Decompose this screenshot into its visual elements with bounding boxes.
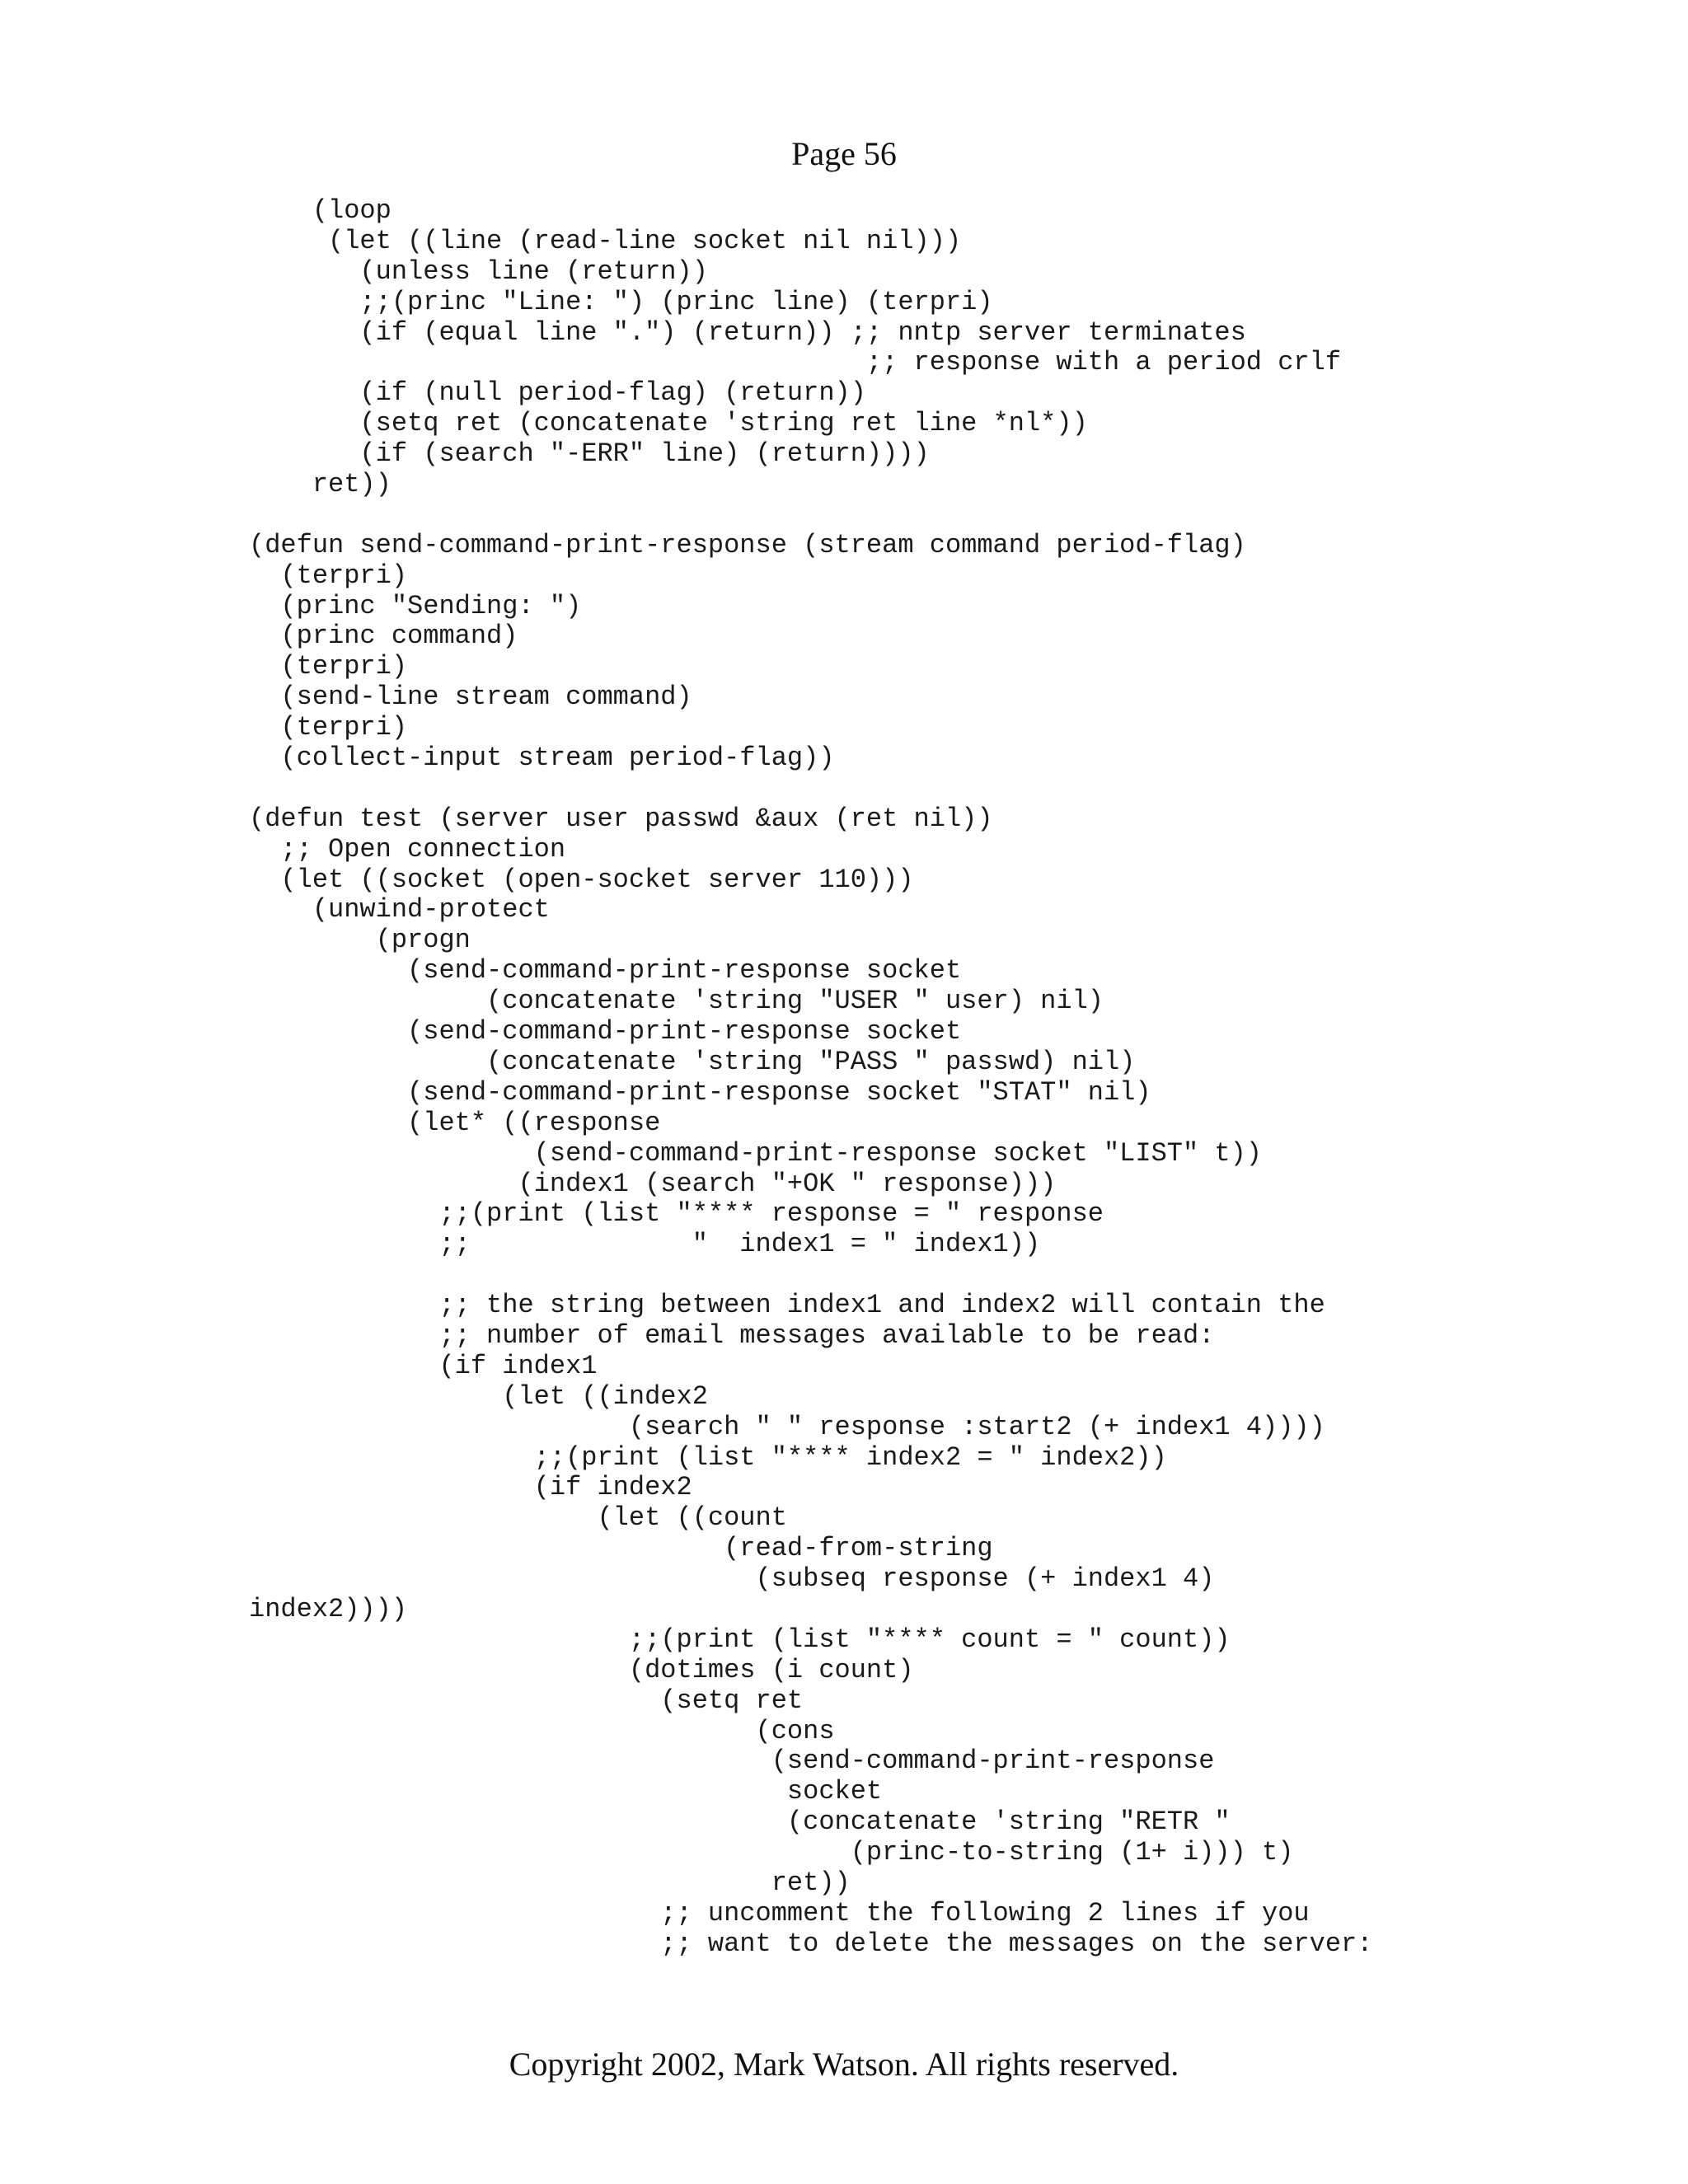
code-line: (princ-to-string (1+ i))) t) [249, 1837, 1294, 1868]
code-line: (search " " response :start2 (+ index1 4)))) [249, 1411, 1325, 1442]
code-line: socket [249, 1776, 883, 1807]
code-line: (cons [249, 1715, 835, 1746]
code-line: (concatenate 'string "PASS " passwd) nil) [249, 1046, 1136, 1077]
code-line: ;;(princ "Line: ") (princ line) (terpri) [249, 286, 993, 317]
code-line: (send-command-print-response [249, 1746, 1215, 1777]
code-line: (send-command-print-response socket "LIST" t)) [249, 1137, 1262, 1169]
code-line: (terpri) [249, 651, 408, 682]
code-line: ret)) [249, 1867, 851, 1898]
code-listing [249, 196, 1372, 1960]
code-line: (unless line (return)) [249, 255, 708, 287]
code-line: (if (search "-ERR" line) (return)))) [249, 438, 930, 470]
code-line: index2)))) [249, 1593, 408, 1624]
code-line: (setq ret (concatenate 'string ret line *nl*)) [249, 408, 1088, 439]
code-line: ;;(print (list "**** count = " count)) [249, 1624, 1231, 1655]
code-line: (dotimes (i count) [249, 1654, 914, 1685]
code-line: (let ((index2 [249, 1380, 708, 1412]
code-line: (send-command-print-response socket [249, 955, 962, 987]
code-line: (unwind-protect [249, 894, 550, 926]
code-line: (setq ret [249, 1685, 804, 1716]
code-line: (let ((line (read-line socket nil nil))) [249, 225, 962, 256]
code-line: (collect-input stream period-flag)) [249, 743, 835, 774]
code-line: ;;(print (list "**** index2 = " index2)) [249, 1441, 1167, 1473]
code-line: (princ "Sending: ") [249, 590, 582, 621]
code-line: (if (equal line ".") (return)) ;; nntp server terminates [249, 316, 1246, 348]
code-line: (subseq response (+ index1 4) [249, 1563, 1215, 1595]
code-line: (loop [249, 195, 392, 226]
code-line: (defun test (server user passwd &aux (ret nil)) [249, 803, 993, 834]
copyright-notice: Copyright 2002, Mark Watson. All rights reserved. [509, 2046, 1179, 2083]
code-line: ;; response with a period crlf [249, 347, 1342, 378]
code-line: ;; number of email messages available to be read: [249, 1319, 1215, 1351]
code-line: (send-command-print-response socket "STAT" nil) [249, 1076, 1151, 1108]
code-line: (read-from-string [249, 1533, 993, 1564]
code-line: ;; want to delete the messages on the server: [249, 1928, 1373, 1959]
code-line: (let ((socket (open-socket server 110))) [249, 864, 914, 895]
code-line [249, 500, 1372, 531]
code-line: (let ((count [249, 1502, 787, 1534]
code-line [249, 1260, 1372, 1291]
code-line: ret)) [249, 469, 392, 500]
code-line: (index1 (search "+OK " response))) [249, 1168, 1057, 1199]
code-line: (concatenate 'string "USER " user) nil) [249, 986, 1104, 1017]
code-line: ;; the string between index1 and index2 will contain the [249, 1290, 1325, 1321]
code-line: ;;(print (list "**** response = " response [249, 1198, 1104, 1230]
code-line: (concatenate 'string "RETR " [249, 1807, 1231, 1838]
code-line: (terpri) [249, 560, 408, 591]
code-line: (send-line stream command) [249, 682, 692, 713]
code-line: (let* ((response [249, 1107, 661, 1138]
code-line: (progn [249, 925, 471, 956]
code-line: (terpri) [249, 712, 408, 743]
code-line: (send-command-print-response socket [249, 1016, 962, 1047]
code-line: (if index1 [249, 1350, 598, 1381]
code-line: (if index2 [249, 1472, 692, 1503]
code-line: (if (null period-flag) (return)) [249, 377, 866, 409]
code-line: ;; " index1 = " index1)) [249, 1229, 1041, 1260]
code-line: (defun send-command-print-response (stream command period-flag) [249, 529, 1246, 560]
code-line [249, 774, 1372, 804]
code-line: ;; Open connection [249, 833, 566, 865]
page-number: Page 56 [791, 135, 897, 172]
code-line: ;; uncomment the following 2 lines if you [249, 1897, 1310, 1929]
code-line: (princ command) [249, 621, 518, 652]
